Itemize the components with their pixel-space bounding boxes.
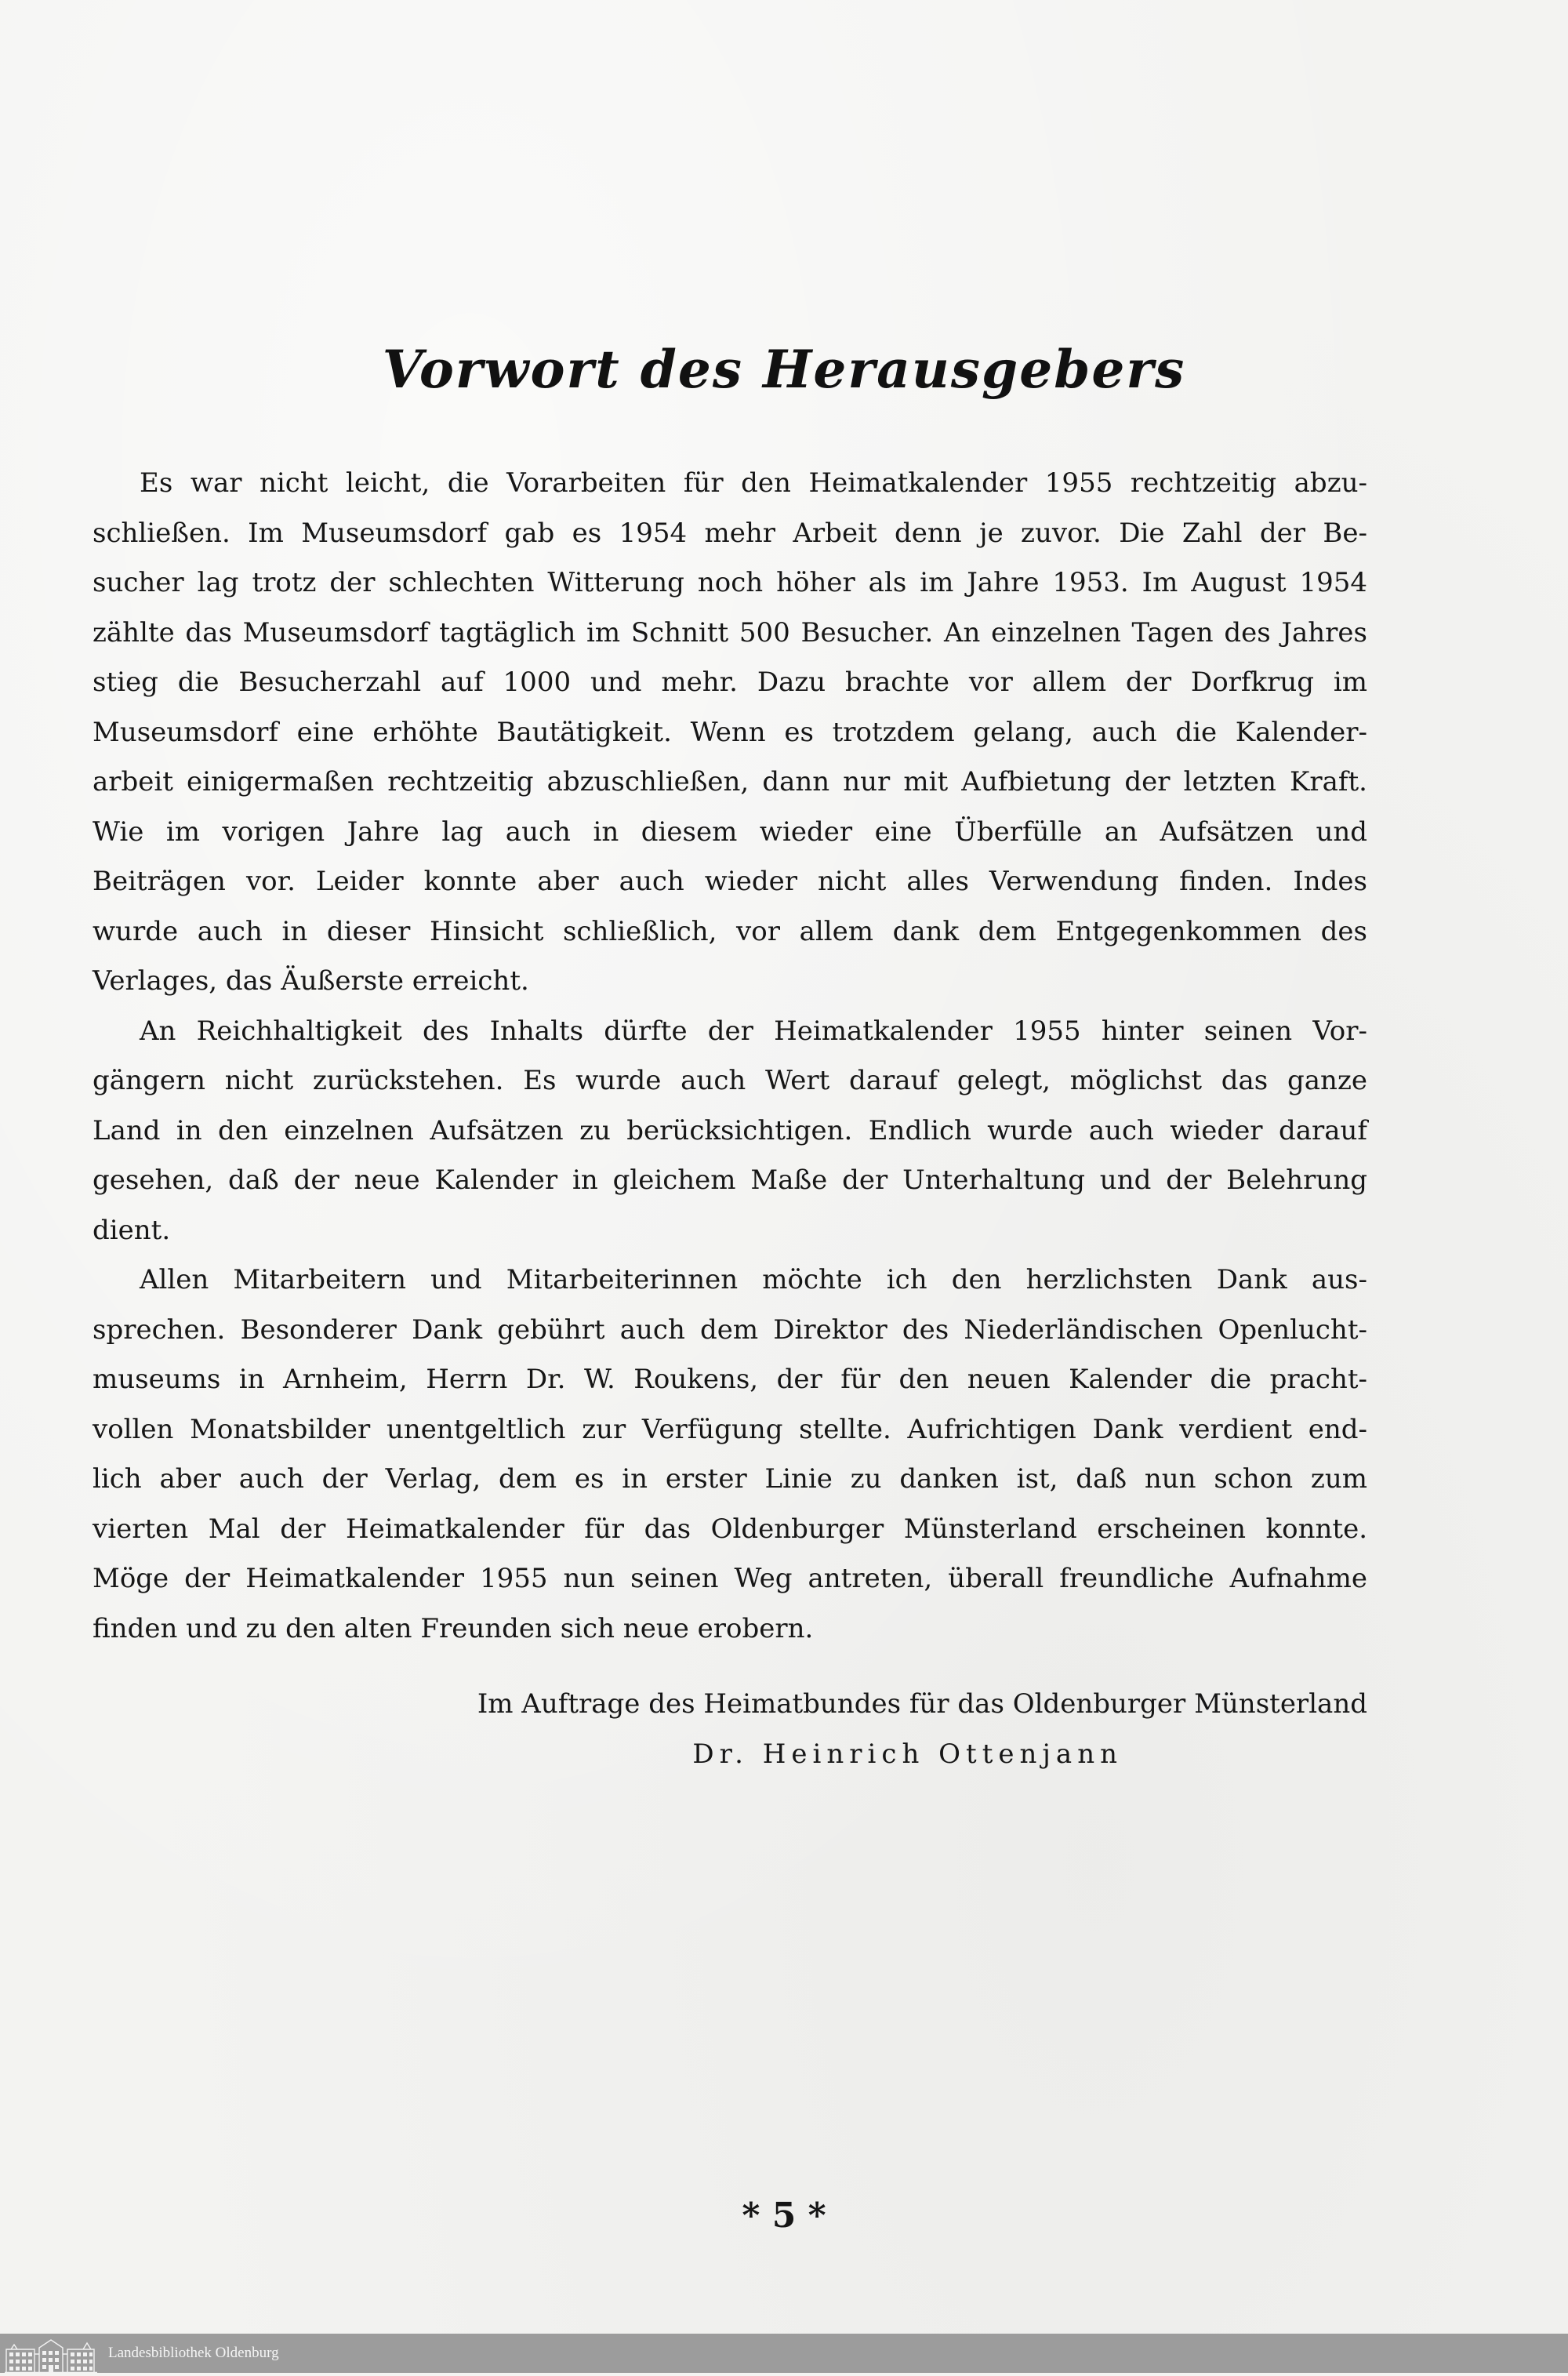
text-line: Beiträgen vor. Leider konnte aber auch wieder nicht alles Verwendung finden. Indes [93,866,1367,897]
text-line: An Reichhaltigkeit des Inhalts dürfte der Heimatkalender 1955 hinter seinen Vor- [140,1015,1367,1047]
text-line: museums in Arnheim, Herrn Dr. W. Roukens, der für den neuen Kalender die pracht- [93,1364,1367,1395]
text-line: Es war nicht leicht, die Vorarbeiten für den Heimatkalender 1955 rechtzeitig abzu- [140,467,1367,499]
paragraph-1 [93,459,1367,1007]
text-line: schließen. Im Museumsdorf gab es 1954 mehr Arbeit denn je zuvor. Die Zahl der Be- [93,517,1367,549]
text-line: Möge der Heimatkalender 1955 nun seinen Weg antreten, überall freundliche Aufnahme [93,1563,1367,1594]
text-line: lich aber auch der Verlag, dem es in erster Linie zu danken ist, daß nun schon zum [93,1463,1367,1495]
text-line: wurde auch in dieser Hinsicht schließlich, vor allem dank dem Entgegenkommen des [93,915,1367,947]
text-line: Allen Mitarbeitern und Mitarbeiterinnen möchte ich den herzlichsten Dank aus- [140,1264,1367,1295]
library-name-link[interactable]: Landesbibliothek Oldenburg [108,2345,279,2361]
text-line: sucher lag trotz der schlechten Witterung noch höher als im Jahre 1953. Im August 1954 [93,567,1367,598]
library-building-icon[interactable] [5,2338,97,2373]
text-line: Museumsdorf eine erhöhte Bautätigkeit. Wenn es trotzdem gelang, auch die Kalender- [93,716,1367,748]
signature-line: Im Auftrage des Heimatbundes für das Oldenburger Münsterland [477,1688,1367,1720]
text-line: Land in den einzelnen Aufsätzen zu berücksichtigen. Endlich wurde auch wieder darauf [93,1114,1367,1146]
text-line: arbeit einigermaßen rechtzeitig abzuschließen, dann nur mit Aufbietung der letzten Kraft. [93,766,1367,797]
text-line: vollen Monatsbilder unentgeltlich zur Verfügung stellte. Aufrichtigen Dank verdient end- [93,1413,1367,1445]
text-line: gesehen, daß der neue Kalender in gleichem Maße der Unterhaltung und der Belehrung [93,1164,1367,1196]
body-text [93,459,1367,1654]
page-number: * 5 * [742,2196,826,2236]
text-line: gängern nicht zurückstehen. Es wurde auch Wert darauf gelegt, möglichst das ganze [93,1065,1367,1096]
library-footer-bar [0,2334,1568,2373]
paragraph-2 [93,1007,1367,1256]
text-line: stieg die Besucherzahl auf 1000 und mehr. Dazu brachte vor allem der Dorfkrug im [93,667,1367,698]
text-line: vierten Mal der Heimatkalender für das Oldenburger Münsterland erscheinen konnte. [93,1513,1367,1545]
text-line: finden und zu den alten Freunden sich neue erobern. [93,1612,814,1644]
page-title: Vorwort des Herausgebers [382,339,1186,400]
signature-author: Dr. Heinrich Ottenjann [692,1738,1123,1770]
signature-block [477,1680,1367,1779]
text-line: zählte das Museumsdorf tagtäglich im Schnitt 500 Besucher. An einzelnen Tagen des Jahres [93,616,1367,648]
text-line: Wie im vorigen Jahre lag auch in diesem wieder eine Überfülle an Aufsätzen und [93,816,1367,848]
text-line: Verlages, das Äußerste erreicht. [93,965,529,997]
text-line: dient. [93,1214,171,1246]
paragraph-3 [93,1255,1367,1654]
text-line: sprechen. Besonderer Dank gebührt auch dem Direktor des Niederländischen Openlucht- [93,1313,1367,1346]
